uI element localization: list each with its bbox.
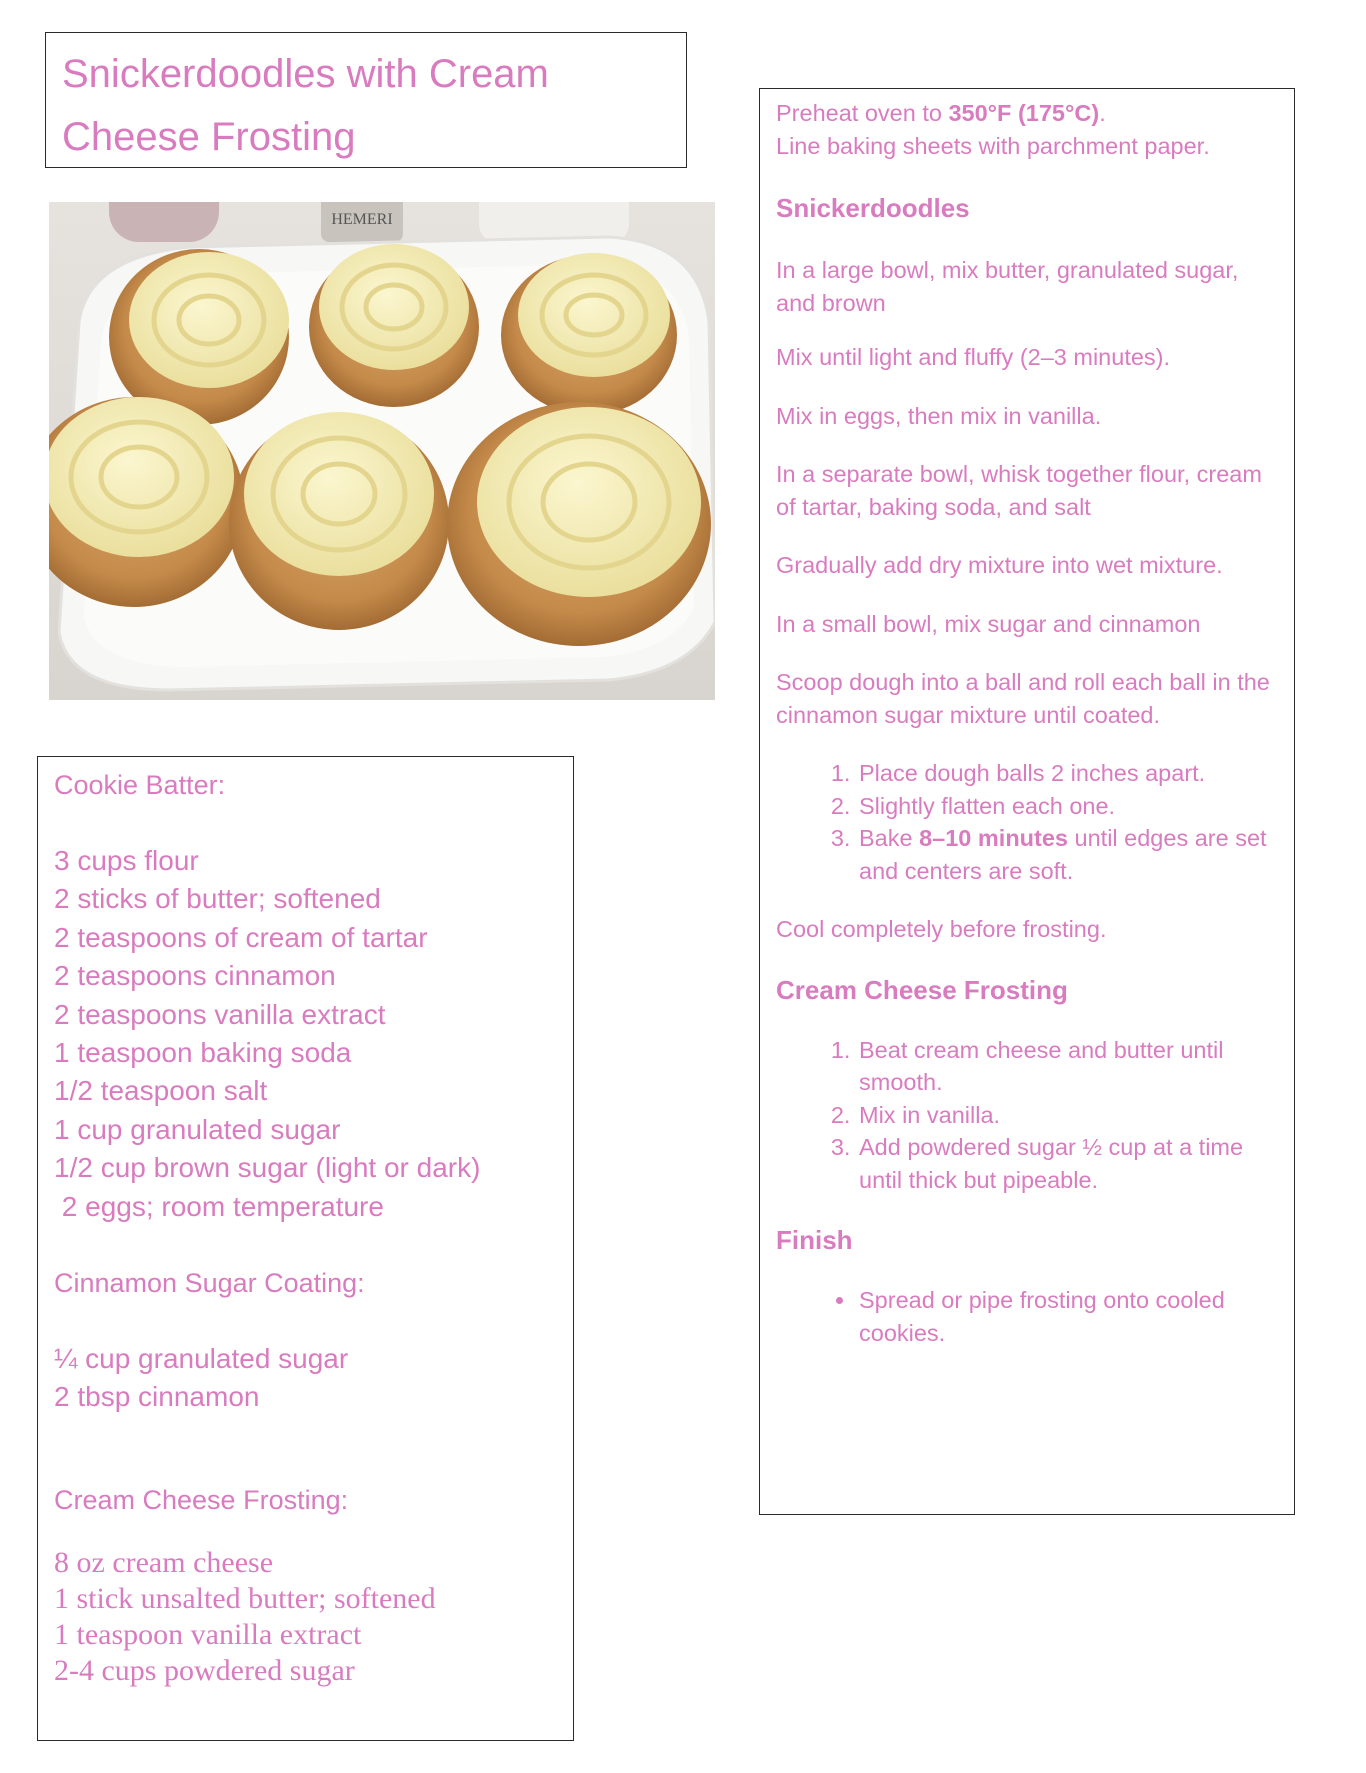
list-item: 2-4 cups powdered sugar (54, 1653, 355, 1687)
title-line-2: Cheese Frosting (62, 115, 356, 159)
list-item: 2 eggs; room temperature (54, 1190, 384, 1222)
instructions-box (759, 88, 1295, 1515)
snickerdoodles-heading: Snickerdoodles (776, 193, 970, 223)
list-item: 2. Slightly flatten each one. (857, 790, 1278, 823)
list-item: 3. Bake 8–10 minutes until edges are set and centers are soft. (857, 822, 1278, 887)
list-item: 1 teaspoon vanilla extract (54, 1617, 362, 1651)
list-item: 1/2 cup brown sugar (light or dark) (54, 1152, 481, 1184)
list-item: ¼ cup granulated sugar (54, 1343, 349, 1375)
frosting-ingredients-heading: Cream Cheese Frosting: (54, 1484, 349, 1515)
list-item: 1. Beat cream cheese and butter until smooth. (857, 1034, 1278, 1099)
cookie-photo (49, 202, 715, 700)
frosting-steps-list (776, 1034, 1278, 1197)
coating-list (54, 1340, 557, 1417)
step-text: Mix until light and fluffy (2–3 minutes). (776, 344, 1171, 370)
bake-steps-list (776, 757, 1278, 887)
list-item: 3 cups flour (54, 845, 199, 876)
title-line-1: Snickerdoodles with Cream (62, 52, 549, 96)
preheat-temp: 350°F (175°C) (948, 100, 1100, 126)
list-item: 2 sticks of butter; softened (54, 883, 381, 915)
step-text: In a small bowl, mix sugar and cinnamon (776, 610, 1201, 637)
preheat-text: Preheat oven to 350°F (175°C). (776, 100, 1106, 126)
cookie-batter-heading: Cookie Batter: (54, 770, 226, 800)
list-item: 2. Mix in vanilla. (857, 1099, 1278, 1132)
step-text: Gradually add dry mixture into wet mixture. (776, 552, 1223, 578)
list-item: 1 stick unsalted butter; softened (54, 1581, 436, 1615)
list-item: 2 teaspoons of cream of tartar (54, 921, 428, 953)
list-item: 2 tbsp cinnamon (54, 1381, 260, 1413)
frosting-heading: Cream Cheese Frosting (776, 974, 1068, 1005)
list-item: 3. Add powdered sugar ½ cup at a time until thick but pipeable. (857, 1131, 1278, 1196)
bake-time: 8–10 minutes (919, 825, 1068, 851)
cool-text: Cool completely before frosting. (776, 916, 1107, 942)
list-item: 2 teaspoons vanilla extract (54, 998, 386, 1030)
cookie-row (49, 244, 711, 646)
list-item: • Spread or pipe frosting onto cooled cookies. (857, 1284, 1278, 1349)
finish-heading: Finish (776, 1225, 853, 1255)
finish-steps-list (776, 1284, 1278, 1349)
jar-label: HEMERI (331, 211, 393, 228)
list-item: 2 teaspoons cinnamon (54, 960, 336, 992)
list-item: 1 teaspoon baking soda (54, 1037, 352, 1069)
list-item: 1/2 teaspoon salt (54, 1075, 268, 1107)
line-sheets-text: Line baking sheets with parchment paper. (776, 132, 1210, 159)
cookie-batter-list (54, 842, 557, 1226)
list-item: 1. Place dough balls 2 inches apart. (857, 757, 1278, 790)
step-text: Scoop dough into a ball and roll each ball in the cinnamon sugar mixture until coated. (776, 669, 1270, 728)
coating-heading: Cinnamon Sugar Coating: (54, 1268, 365, 1299)
step-text: Mix in eggs, then mix in vanilla. (776, 402, 1102, 429)
recipe-title-box (45, 32, 687, 168)
list-item: 8 oz cream cheese (54, 1545, 274, 1579)
step-text: In a separate bowl, whisk together flour, cream of tartar, baking soda, and salt (776, 461, 1262, 520)
list-item: 1 cup granulated sugar (54, 1113, 341, 1145)
frosting-ingredients-list (54, 1545, 557, 1689)
recipe-title (62, 43, 670, 169)
step-text: In a large bowl, mix butter, granulated sugar, and brown (776, 257, 1239, 316)
ingredients-box (37, 756, 574, 1741)
